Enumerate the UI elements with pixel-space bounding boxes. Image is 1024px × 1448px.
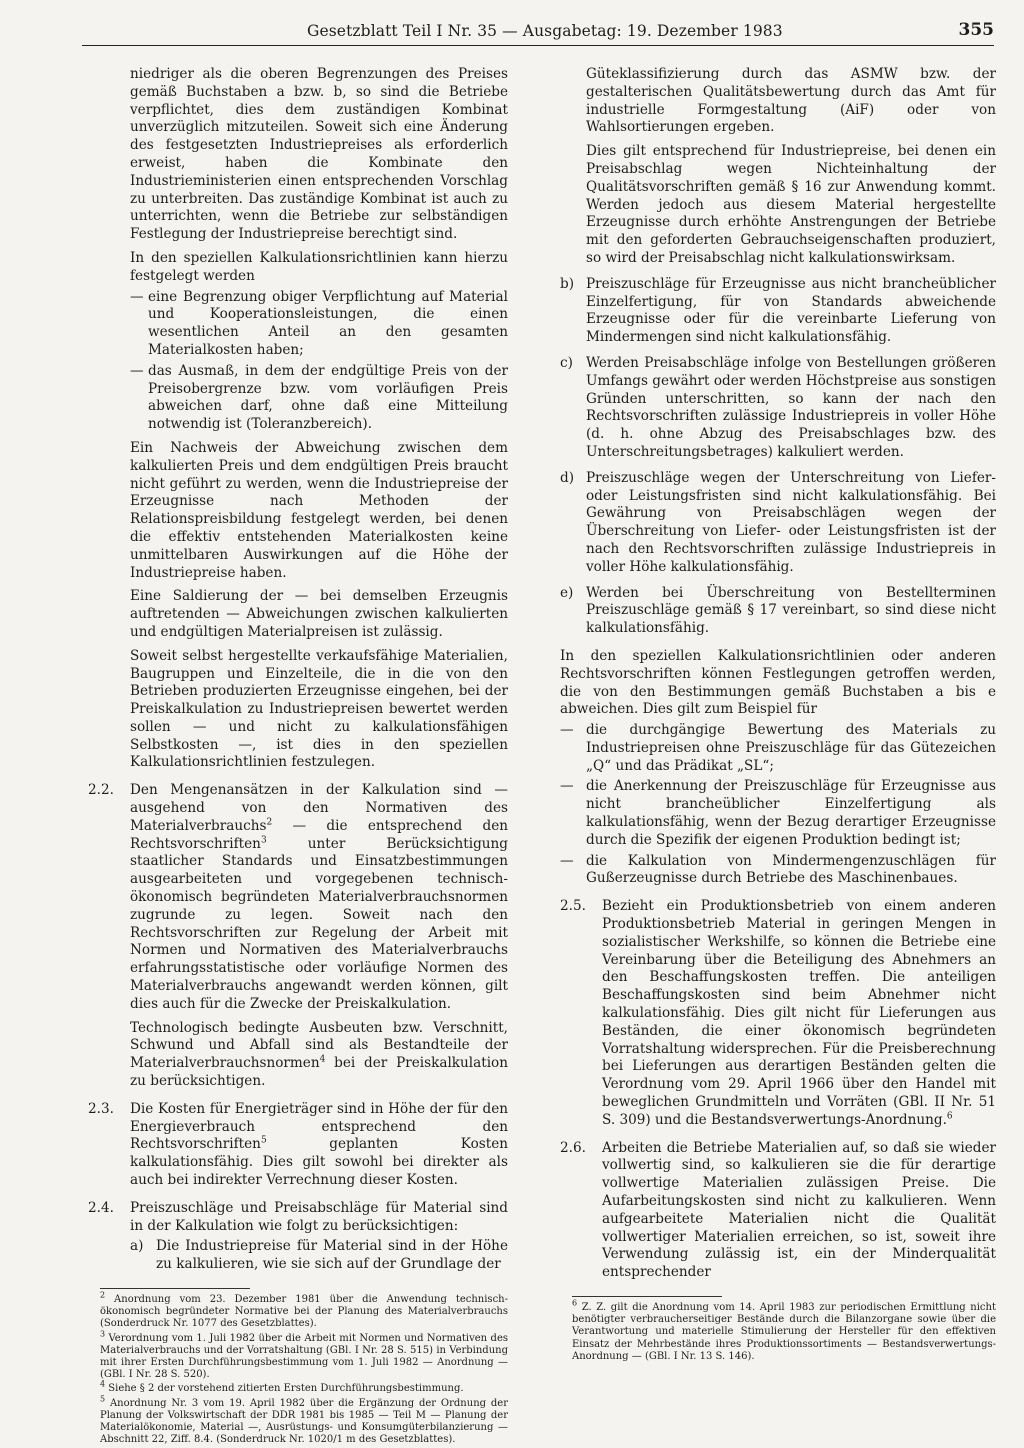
item-label: c) <box>560 354 573 371</box>
continued-section <box>88 66 508 772</box>
continued-item-a <box>560 66 996 268</box>
section-number: 2.3. <box>88 1100 114 1117</box>
item-label: d) <box>560 469 575 486</box>
paragraph: Preiszuschläge und Preisabschläge für Material sind in der Kalkulation wie folgt zu berücksichtigen: <box>130 1199 508 1234</box>
paragraph: In den speziellen Kalkulationsrichtlinien oder anderen Rechtsvorschriften können Festlegungen getroffen werden, die von den Bestimmungen gemäß Buchstaben a bis e abweichen. Dies gilt zum Beispiel für <box>560 647 996 718</box>
item-text: Die Industriepreise für Material sind in der Höhe zu kalkulieren, wie sie sich auf der Grundlage der <box>156 1238 508 1273</box>
footnotes <box>560 1298 996 1363</box>
paragraph: Eine Saldierung der — bei demselben Erzeugnis auftretenden — Abweichungen zwischen kalkulierten und endgültigen Materialpreisen ist zulässig. <box>130 588 508 640</box>
paragraph: Soweit selbst hergestellte verkaufsfähige Materialien, Baugruppen und Einzelteile, die in die von den Betrieben produzierten Erzeugnisse eingehen, bei der Preiskalkulation zu Industriepreisen bewertet werden sollen — und nicht zu kalkulationsfähigen Selbstkosten —, ist dies in den speziellen Kalkulationsrichtlinien festzulegen. <box>130 647 508 771</box>
item-label: b) <box>560 275 575 292</box>
section-2-4 <box>88 1200 508 1274</box>
footnotes <box>88 1290 508 1446</box>
item-text: Werden Preisabschläge infolge von Bestellungen größeren Umfangs gewährt oder werden Höchstpreise aus sonstigen Gründen unterschritten, so kann der nach den Rechtsvorschriften zulässige Industriepreis in voller Höhe (d. h. ohne Abzug des Preisabschlages bzw. des Unterschreitungsbetrages) kalkuliert werden. <box>586 354 996 460</box>
paragraph: Die Kosten für Energieträger sind in Höhe der für den Energieverbrauch entsprechend den Rechtsvorschriften$^5$ geplanten Kosten kalkulationsfähig. Dies gilt sowohl bei direkter als auch bei indirekter Verrechnung dieser Kosten. <box>130 1100 508 1189</box>
footnote: $^4$ Siehe § 2 der vorstehend zitierten Ersten Durchführungsbestimmung. <box>100 1380 464 1395</box>
item-text: Werden bei Überschreitung von Bestellterminen Preiszuschläge gemäß § 17 vereinbart, so sind diese nicht kalkulationsfähig. <box>586 584 996 637</box>
item-label: a) <box>130 1238 144 1255</box>
section-2-3 <box>88 1101 508 1190</box>
footnote: $^6$ Z. Z. gilt die Anordnung vom 14. April 1983 zur periodischen Ermittlung nicht benötigter verbraucherseitiger Bestände durch die Bilanzorgane sowie über die Verantwortung und materielle Stimulierung der Hersteller für den effektiven Einsatz der Mehrbestände ihres Produktionssortiments — Bestandsverwertungs-Anordnung — (GBl. I Nr. 13 S. 146). <box>572 1298 996 1362</box>
section-number: 2.6. <box>560 1139 586 1156</box>
header-rule <box>82 45 994 46</box>
list-item-b <box>560 276 996 347</box>
dash-list-item: — die Anerkennung der Preiszuschläge für Erzeugnisse aus nicht brancheüblicher Einzelfertigung als kalkulationsfähig, wenn der Bezug derartiger Erzeugnisse durch die Spezifik der eigenen Produktion bedingt ist; <box>560 778 996 849</box>
footnote: $^5$ Anordnung Nr. 3 vom 19. April 1982 über die Ergänzung der Ordnung der Planung der Volkswirtschaft der DDR 1981 bis 1985 — Teil M — Planung der Materialökonomie, Material —, Ausrüstungs- und Konsumgüterbilanzierung — Abschnitt 22, Ziff. 8.4. (Sonderdruck Nr. 1020/1 m des Gesetzblattes). <box>100 1394 508 1446</box>
section-number: 2.2. <box>88 782 114 799</box>
section-2-2 <box>88 782 508 1091</box>
dash-list-item: — das Ausmaß, in dem der endgültige Preis von der Preisobergrenze bzw. vom vorläufigen Preis abweichen darf, ohne daß eine Mitteilung notwendig ist (Toleranzbereich). <box>130 363 508 434</box>
section-number: 2.5. <box>560 898 586 915</box>
paragraph: Güteklassifizierung durch das ASMW bzw. der gestalterischen Qualitätsbewertung durch das Amt für industrielle Formgestaltung (AiF) oder von Wahlsortierungen ergeben. <box>586 66 996 136</box>
paragraph: Ein Nachweis der Abweichung zwischen dem kalkulierten Preis und dem endgültigen Preis braucht nicht geführt zu werden, wenn die Industriepreise der Erzeugnisse nach Methoden der Relationspreisbildung festgelegt werden, bei denen die effektiv entstehenden Materialkosten keine unmittelbaren Auswirkungen auf die Höhe der Industriepreise haben. <box>130 439 508 581</box>
footnote-ref: 5 <box>260 1135 267 1146</box>
page-header <box>82 18 994 46</box>
paragraph: Dies gilt entsprechend für Industriepreise, bei denen ein Preisabschlag wegen Nichteinhaltung der Qualitätsvorschriften gemäß § 16 zur Anwendung kommt. Werden jedoch aus diesem Material hergestellte Erzeugnisse durch erhöhte Anstrengungen der Betriebe mit den geforderten Gebrauchseigenschaften produziert, so wird der Preisabschlag nicht kalkulationswirksam. <box>586 143 996 266</box>
list-item-a <box>130 1238 508 1274</box>
item-text: Preiszuschläge wegen der Unterschreitung von Liefer- oder Leistungsfristen sind nicht kalkulationsfähig. Bei Gewährung von Preisabschlägen wegen der Überschreitung von Liefer- oder Leistungsfristen ist der nach den Rechtsvorschriften zulässige Industriepreis in voller Höhe kalkulationsfähig. <box>586 469 996 575</box>
footnote: $^3$ Verordnung vom 1. Juli 1982 über die Arbeit mit Normen und Normativen des Materialverbrauchs und der Vorratshaltung (GBl. I Nr. 28 S. 515) in Verbindung mit ihrer Ersten Durchführungsbestimmung vom 1. Juli 1982 — Anordnung — (GBl. I Nr. 28 S. 520). <box>100 1329 508 1381</box>
paragraph: niedriger als die oberen Begrenzungen des Preises gemäß Buchstaben a bzw. b, so sind die Betriebe verpflichtet, dies dem zuständigen Kombinat unverzüglich mitzuteilen. Soweit sich eine Änderung des festgesetzten Industriepreises als erforderlich erweist, haben die Kombinate den Industrieministerien einen entsprechenden Vorschlag zu unterbreiten. Das zuständige Kombinat ist auch zu unterrichten, wenn die Betriebe zur selbständigen Festlegung der Industriepreise berechtigt sind. <box>130 66 508 243</box>
paragraph: Den Mengenansätzen in der Kalkulation sind — ausgehend von den Normativen des Materialverbrauchs$^2$ — die entsprechend den Rechtsvorschriften$^3$ unter Berücksichtigung staatlicher Standards und Einsatzbestimmungen ausgearbeiteten und vorgegebenen technisch-ökonomisch begründeten Materialverbrauchsnormen zugrunde zu legen. Soweit nach den Rechtsvorschriften zur Regelung der Arbeit mit Normen und Normativen des Materialverbrauchs erfahrungsstatistische oder vorläufige Normen des Materialverbrauchs angewandt werden können, gilt dies auch für die Zwecke der Preiskalkulation. <box>130 782 508 1012</box>
list-item-c <box>560 355 996 462</box>
footnote-ref: 4 <box>319 1054 326 1065</box>
dash-list-item: — die Kalkulation von Mindermengenzuschlägen für Gußerzeugnisse durch Betriebe des Maschinenbaues. <box>560 853 996 889</box>
footnote: $^2$ Anordnung vom 23. Dezember 1981 über die Anwendung technisch-ökonomisch begründeter Normative bei der Planung des Materialverbrauchs (Sonderdruck Nr. 1077 des Gesetzblattes). <box>100 1290 508 1330</box>
footnote-ref: 6 <box>946 1111 953 1122</box>
section-2-5 <box>560 898 996 1129</box>
paragraph: In den speziellen Kalkulationsrichtlinien kann hierzu festgelegt werden <box>130 249 508 284</box>
paragraph: Technologisch bedingte Ausbeuten bzw. Verschnitt, Schwund und Abfall sind als Bestandteile der Materialverbrauchsnormen$^4$ bei der Preiskalkulation zu berücksichtigen. <box>130 1019 508 1090</box>
header-title: Gesetzblatt Teil I Nr. 35 — Ausgabetag: 19. Dezember 1983 <box>307 22 783 40</box>
right-column <box>560 66 996 1365</box>
item-text: Preiszuschläge für Erzeugnisse aus nicht brancheüblicher Einzelfertigung, für von Standards abweichende Erzeugnisse oder für die vereinbarte Lieferung von Mindermengen sind nicht kalkulationsfähig. <box>586 275 996 346</box>
paragraph: Arbeiten die Betriebe Materialien auf, so daß sie wieder vollwertig sind, so kalkulieren sie die für derartige vollwertige Materialien zulässigen Preise. Die Aufarbeitungskosten sind nicht zu kalkulieren. Wenn aufgearbeitete Materialien nicht die Qualität vollwertiger Materialien erreichen, so ist, soweit ihre Verwendung zulässig ist, ein der Minderqualität entsprechender <box>602 1139 996 1281</box>
section-number: 2.4. <box>88 1199 114 1216</box>
page-number: 355 <box>958 20 994 40</box>
list-item-d <box>560 470 996 577</box>
dash-list-item: — eine Begrenzung obiger Verpflichtung auf Material und Kooperationsleistungen, die einen wesentlichen Anteil an den gesamten Materialkosten haben; <box>130 289 508 360</box>
footnote-ref: 2 <box>266 817 273 828</box>
footnote-divider <box>100 1288 250 1289</box>
footnote-ref: 3 <box>260 835 267 846</box>
list-item-e <box>560 585 996 638</box>
dash-list-item: — die durchgängige Bewertung des Materials zu Industriepreisen ohne Preiszuschläge für das Gütezeichen „Q“ und das Prädikat „SL“; <box>560 722 996 775</box>
left-column <box>88 66 508 1448</box>
footnote-divider <box>572 1296 722 1297</box>
paragraph: Bezieht ein Produktionsbetrieb von einem anderen Produktionsbetrieb Material in geringen Mengen in sozialistischer Werkshilfe, so können die Betriebe eine Vereinbarung über die Beteiligung des Abnehmers an den Beschaffungskosten treffen. Die anteiligen Beschaffungskosten sind beim Abnehmer nicht kalkulationsfähig. Dies gilt nicht für Lieferungen aus Beständen, die einer ökonomisch begründeten Vorratshaltung widersprechen. Für die Preisberechnung bei Lieferungen aus derartigen Beständen gelten die Verordnung vom 29. April 1966 über den Handel mit beweglichen Grundmitteln und Vorräten (GBl. II Nr. 51 S. 309) und die Bestandsverwertungs-Anordnung.$^6$ <box>602 898 996 1128</box>
section-2-6 <box>560 1140 996 1282</box>
item-label: e) <box>560 584 574 601</box>
